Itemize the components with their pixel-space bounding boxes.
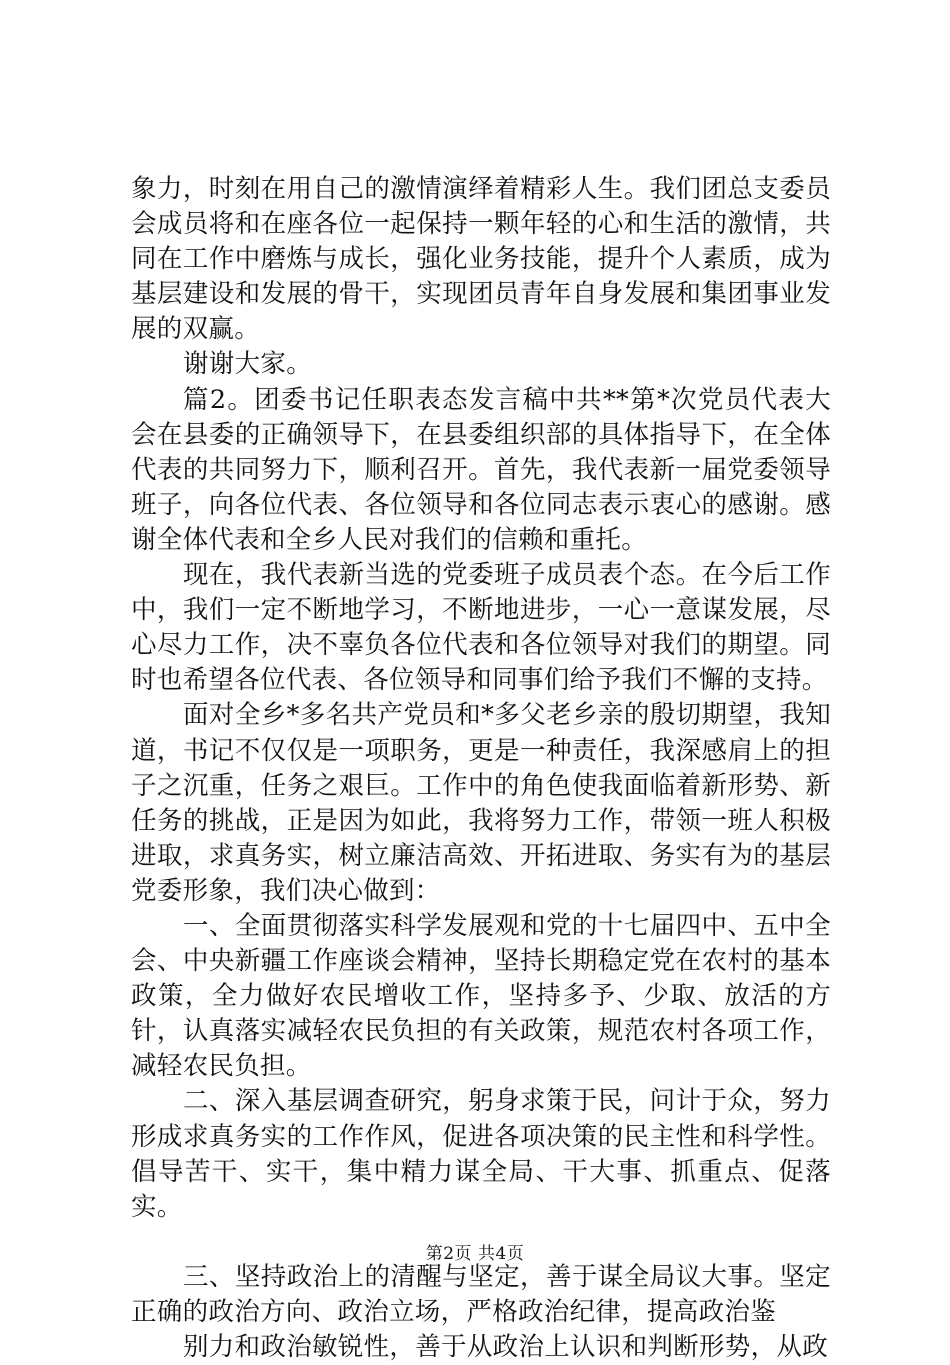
paragraph-statement: 现在，我代表新当选的党委班子成员表个态。在今后工作中，我们一定不断地学习，不断地进步，一心一意谋发展，尽心尽力工作，决不辜负各位代表和各位领导对我们的期望。同时也希望各位代表、各位领导和同事们给予我们不懈的支持。 xyxy=(131,560,831,696)
paragraph-continuation: 象力，时刻在用自己的激情演绎着精彩人生。我们团总支委员会成员将和在座各位一起保持一颗年轻的心和生活的激情，共同在工作中磨炼与成长，强化业务技能，提升个人素质，成为基层建设和发展的骨干，实现团员青年自身发展和集团事业发展的双赢。 xyxy=(131,174,831,345)
paragraph-point-3: 三、坚持政治上的清醒与坚定，善于谋全局议大事。坚定正确的政治方向、政治立场，严格政治纪律，提高政治鉴 xyxy=(131,1261,831,1327)
paragraph-thanks: 谢谢大家。 xyxy=(183,349,313,380)
document-body xyxy=(131,172,831,1365)
paragraph-section-2-intro: 篇2。团委书记任职表态发言稿中共**第*次党员代表大会在县委的正确领导下，在县委组织部的具体指导下，在全体代表的共同努力下，顺利召开。首先，我代表新一届党委领导班子，向各位代表、各位领导和各位同志表示衷心的感谢。感谢全体代表和全乡人民对我们的信赖和重托。 xyxy=(131,384,831,555)
paragraph-point-2: 二、深入基层调查研究，躬身求策于民，问计于众，努力形成求真务实的工作作风，促进各项决策的民主性和科学性。倡导苦干、实干，集中精力谋全局、干大事、抓重点、促落实。 xyxy=(131,1086,831,1222)
paragraph-point-1: 一、全面贯彻落实科学发展观和党的十七届四中、五中全会、中央新疆工作座谈会精神，坚持长期稳定党在农村的基本政策，全力做好农民增收工作，坚持多予、少取、放活的方针，认真落实减轻农民负担的有关政策，规范农村各项工作，减轻农民负担。 xyxy=(131,910,831,1082)
paragraph-expectations: 面对全乡*多名共产党员和*多父老乡亲的殷切期望，我知道，书记不仅仅是一项职务，更是一种责任，我深感肩上的担子之沉重，任务之艰巨。工作中的角色使我面临着新形势、新任务的挑战，正是因为如此，我将努力工作，带领一班人积极进取，求真务实，树立廉洁高效、开拓进取、务实有为的基层党委形象，我们决心做到： xyxy=(131,700,831,906)
page-footer: 第2页 共4页 xyxy=(425,1244,525,1264)
paragraph-point-3-continued: 别力和政治敏锐性，善于从政治上认识和判断形势，从政 xyxy=(183,1332,829,1362)
